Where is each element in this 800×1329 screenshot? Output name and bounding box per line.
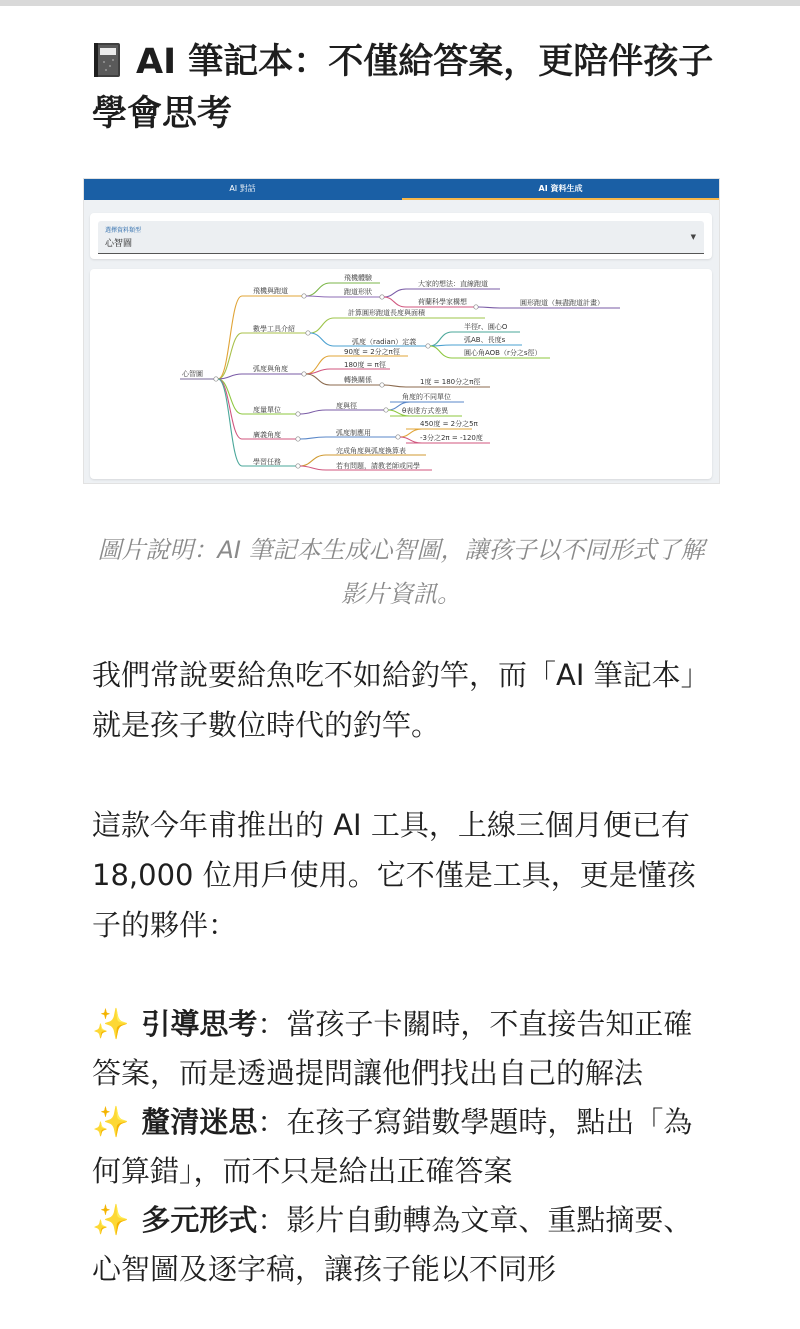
mindmap-l1-5: 廣義角度: [253, 431, 281, 439]
mindmap-l2-11: 若有問題，請教老師或同學: [336, 462, 420, 470]
select-label: 選擇資料類型: [105, 227, 142, 234]
feature-text: ：在孩子寫錯數學題時，點出「為何算錯」，而不只是給出正確答案: [92, 1105, 693, 1188]
mindmap-node-dot: [474, 305, 478, 309]
mindmap-l3-8: θ表達方式差異: [402, 407, 449, 415]
mindmap-l2-9: 弧度制應用: [336, 429, 371, 437]
mindmap-l1-1: 飛機與跑道: [253, 287, 288, 295]
mindmap-l3-1: 大家的想法：直線跑道: [418, 280, 488, 288]
tab-bar: [84, 179, 719, 200]
mindmap-node-dot: [296, 412, 300, 416]
feature-text: ：影片自動轉為文章、重點摘要、心智圖及逐字稿，讓孩子能以不同形: [92, 1203, 693, 1286]
mindmap-root: 心智圖: [182, 370, 203, 378]
feature-text: ：當孩子卡關時，不直接告知正確答案，而是透過提問讓他們找出自己的解法: [92, 1007, 693, 1090]
mindmap-node-dot: [396, 435, 400, 439]
mindmap-l1-4: 度量單位: [253, 406, 281, 414]
mindmap-l2-3: 計算圓形跑道長度與面積: [348, 309, 425, 317]
mindmap-l2-6: 180度 = π徑: [344, 361, 386, 369]
mindmap-node-dot: [380, 295, 384, 299]
notebook-icon: [92, 42, 122, 78]
mindmap-l3-3: 半徑r、圓心O: [464, 323, 508, 331]
mindmap-node-dot: [302, 294, 306, 298]
feature-term: 多元形式: [141, 1203, 258, 1237]
active-tab-indicator: [402, 198, 719, 200]
mindmap-l3-5: 圓心角AOB（r分之s徑）: [464, 349, 542, 357]
mindmap-l3-2: 荷蘭科學家構想: [418, 298, 467, 306]
data-type-select[interactable]: [98, 221, 704, 254]
feature-item: [92, 1098, 712, 1196]
mindmap-card: [90, 269, 712, 479]
tab-ai-generate[interactable]: AI 資料生成: [538, 184, 583, 193]
mindmap-l2-2: 跑道形狀: [344, 288, 372, 296]
mindmap-l2-1: 飛機體驗: [344, 274, 372, 282]
feature-item: [92, 1196, 712, 1294]
mindmap-l1-2: 數學工具介紹: [253, 325, 295, 333]
mindmap-l3-10: -3分之2π = -120度: [420, 434, 483, 442]
mindmap-l1-6: 學習任務: [253, 458, 281, 466]
sparkles-icon: ✨: [92, 1105, 130, 1140]
feature-term: 引導思考: [141, 1007, 258, 1041]
mindmap-node-dot: [214, 377, 218, 381]
mindmap-l3-6: 1度 = 180分之π徑: [420, 378, 481, 386]
mindmap-l4-1: 圓形跑道（無盡跑道計畫）: [520, 299, 604, 307]
sparkles-icon: ✨: [92, 1203, 130, 1238]
mindmap-node-dot: [306, 331, 310, 335]
article-title: [92, 36, 732, 140]
mindmap-node-dot: [296, 437, 300, 441]
sparkles-icon: ✨: [92, 1007, 130, 1042]
mindmap-node-dot: [380, 383, 384, 387]
feature-item: [92, 1000, 712, 1098]
mindmap-l1-3: 弧度與角度: [253, 365, 288, 373]
mindmap-l2-4: 弧度（radian）定義: [352, 338, 417, 346]
top-divider: [0, 0, 800, 6]
image-caption: 圖片說明：AI 筆記本生成心智圖，讓孩子以不同形式了解影片資訊。: [97, 536, 705, 608]
embedded-screenshot: [83, 178, 720, 484]
tab-ai-chat[interactable]: AI 對話: [229, 184, 256, 193]
mindmap-l2-7: 轉換關係: [344, 376, 372, 384]
select-value: 心智圖: [105, 239, 133, 249]
chevron-down-icon: ▼: [690, 233, 696, 241]
mindmap-l2-10: 完成角度與弧度換算表: [336, 447, 406, 455]
paragraph-1: 我們常說要給魚吃不如給釣竿，而「AI 筆記本」就是孩子數位時代的釣竿。: [92, 658, 710, 742]
mindmap-l3-9: 450度 = 2分之5π: [420, 420, 478, 428]
mindmap-node-dot: [426, 344, 430, 348]
mindmap-node-dot: [296, 464, 300, 468]
data-type-card: [90, 213, 712, 259]
mindmap-l3-7: 角度的不同單位: [402, 393, 451, 401]
mindmap: [90, 269, 712, 479]
feature-list: [92, 1000, 712, 1294]
article-title-text: AI 筆記本：不僅給答案，更陪伴孩子學會思考: [92, 42, 714, 134]
mindmap-l2-8: 度與徑: [336, 402, 357, 410]
mindmap-node-dot: [302, 372, 306, 376]
mindmap-l2-5: 90度 = 2分之π徑: [344, 348, 400, 356]
mindmap-node-dot: [384, 408, 388, 412]
paragraph-2: 這款今年甫推出的 AI 工具，上線三個月便已有 18,000 位用戶使用。它不僅是工具，更是懂孩子的夥伴：: [92, 808, 696, 942]
feature-term: 釐清迷思: [141, 1105, 258, 1139]
mindmap-l3-4: 弧AB、長度s: [464, 336, 506, 344]
